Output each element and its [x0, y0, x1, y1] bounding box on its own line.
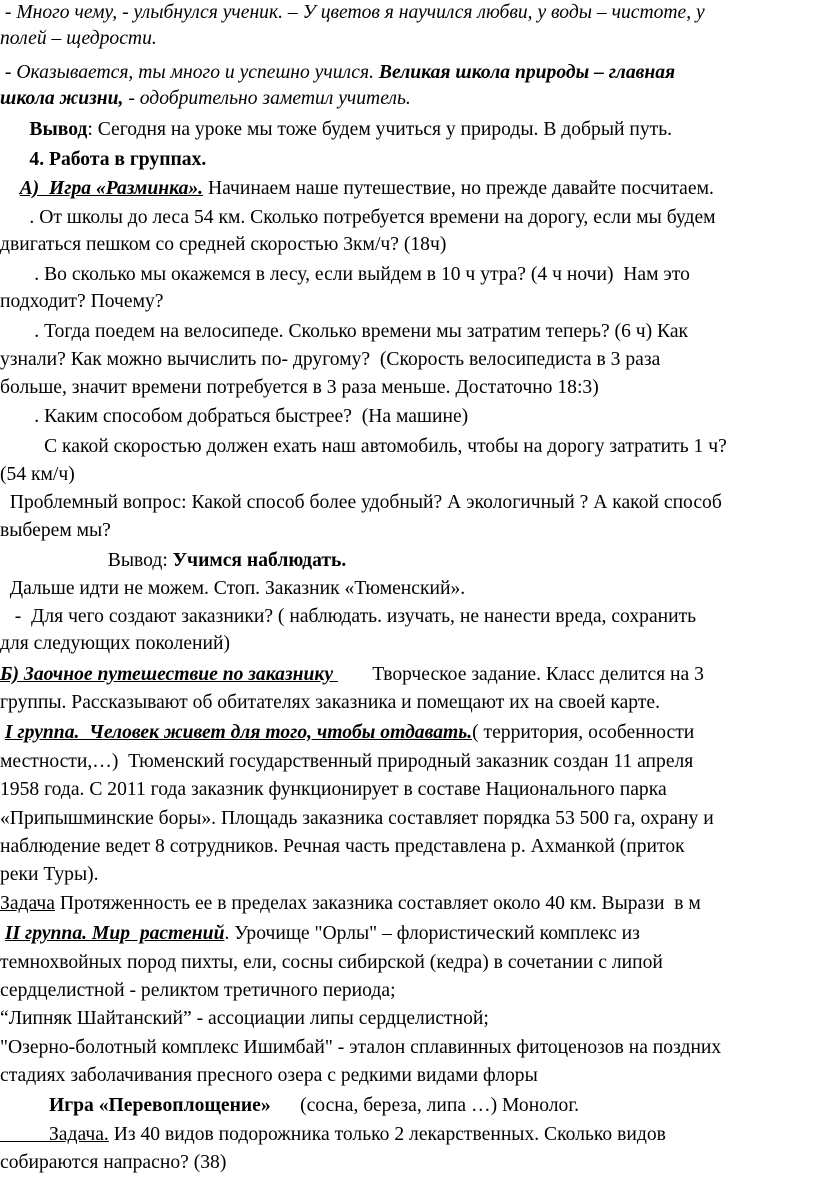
group-heading	[0, 720, 694, 746]
text-line	[0, 1063, 538, 1089]
text-run: Протяженность ее в пределах заказника составляет около 40 км. Вырази в м	[54, 893, 701, 914]
text-run: Начинаем наше путешествие, но прежде давайте посчитаем.	[203, 178, 714, 199]
text-line	[0, 1006, 489, 1032]
text-run: “Липняк Шайтанский” - ассоциации липы сердцелистной;	[0, 1008, 489, 1029]
text-run: Учимся наблюдать.	[172, 550, 347, 571]
text-run: для следующих поколений)	[0, 633, 231, 654]
text-run	[0, 1095, 49, 1116]
conclusion-line	[0, 548, 346, 574]
text-line	[0, 631, 230, 657]
text-run: Проблемный вопрос: Какой способ более удобный? А экологичный ? А какой способ	[0, 492, 722, 513]
text-line	[0, 262, 690, 288]
text-run: - Много чему, - улыбнулся ученик. – У цветов я научился любви, у воды – чистоте, у	[0, 2, 705, 23]
game-line	[0, 1093, 579, 1119]
text-line	[0, 462, 75, 488]
text-run: реки Туры).	[0, 864, 99, 885]
text-line	[0, 777, 667, 803]
text-run: Дальше идти не можем. Стоп. Заказник «Тюменский».	[0, 578, 466, 599]
text-line	[0, 1150, 226, 1176]
text-run: . Урочище "Орлы" – флористический комплекс из	[224, 923, 640, 944]
text-run: «Припышминские боры». Площадь заказника составляет порядка 53 500 га, охрану и	[0, 808, 714, 829]
text-run: подходит? Почему?	[0, 291, 164, 312]
conclusion-line	[0, 117, 672, 143]
text-line	[0, 232, 446, 258]
text-run: I группа. Человек живет для того, чтобы отдавать.	[4, 722, 473, 743]
text-run: - одобрительно заметил учитель.	[123, 88, 411, 109]
text-line	[0, 375, 599, 401]
text-run: Вывод:	[0, 550, 173, 571]
text-run: собираются напрасно? (38)	[0, 1152, 227, 1173]
text-run: Б) Заочное путешествие по заказнику	[0, 664, 338, 685]
text-run: ( территория, особенности	[472, 722, 695, 743]
text-line	[0, 690, 660, 716]
text-line	[0, 576, 465, 602]
text-line	[0, 604, 696, 630]
text-run	[0, 119, 29, 140]
text-run: Творческое задание. Класс делится на 3	[337, 664, 704, 685]
text-line	[0, 347, 660, 373]
text-run: Игра «Перевоплощение»	[48, 1095, 271, 1116]
text-run: - Оказывается, ты много и успешно учился.	[0, 62, 379, 83]
text-run: полей – щедрости.	[0, 28, 157, 49]
text-run: . Тогда поедем на велосипеде. Сколько времени мы затратим теперь? (6 ч) Как	[0, 321, 689, 342]
text-run: . Каким способом добраться быстрее? (На машине)	[0, 406, 469, 427]
text-run: наблюдение ведет 8 сотрудников. Речная часть представлена р. Ахманкой (приток	[0, 836, 685, 857]
section-heading	[0, 147, 206, 173]
text-run: А) Игра «Разминка».	[19, 178, 204, 199]
text-run: . От школы до леса 54 км. Сколько потребуется времени на дорогу, если мы будем	[0, 207, 716, 228]
text-line	[0, 490, 722, 516]
text-line	[0, 86, 411, 112]
text-run: (сосна, береза, липа …) Монолог.	[270, 1095, 580, 1116]
text-run: "Озерно-болотный комплекс Ишимбай" - эталон сплавинных фитоценозов на поздних	[0, 1037, 722, 1058]
text-run: Из 40 видов подорожника только 2 лекарственных. Сколько видов	[108, 1124, 666, 1145]
text-line	[0, 319, 688, 345]
text-run	[0, 178, 20, 199]
text-line	[0, 60, 675, 86]
text-line	[0, 289, 163, 315]
text-run: (54 км/ч)	[0, 464, 75, 485]
text-run: темнохвойных пород пихты, ели, сосны сибирской (кедра) в сочетании с липой	[0, 952, 663, 973]
text-run: сердцелистной - реликтом третичного периода;	[0, 980, 396, 1001]
text-line	[0, 518, 111, 544]
group-heading	[0, 921, 640, 947]
text-run: 4. Работа в группах.	[29, 149, 207, 170]
text-line	[0, 205, 716, 231]
text-run: II группа. Мир растений	[4, 923, 225, 944]
text-line	[0, 26, 157, 52]
text-line	[0, 404, 468, 430]
text-run: выберем мы?	[0, 520, 111, 541]
text-run: С какой скоростью должен ехать наш автомобиль, чтобы на дорогу затратить 1 ч?	[0, 436, 727, 457]
text-line	[0, 749, 693, 775]
text-run: : Сегодня на уроке мы тоже будем учиться у природы. В добрый путь.	[87, 119, 673, 140]
text-run: - Для чего создают заказники? ( наблюдать. изучать, не нанести вреда, сохранить	[0, 606, 697, 627]
task-line	[0, 891, 701, 917]
text-run: больше, значит времени потребуется в 3 раза меньше. Достаточно 18:3)	[0, 377, 599, 398]
text-run: Вывод	[29, 119, 88, 140]
text-run: . Во сколько мы окажемся в лесу, если выйдем в 10 ч утра? (4 ч ночи) Нам это	[0, 264, 690, 285]
text-line	[0, 950, 663, 976]
text-run: группы. Рассказывают об обитателях заказника и помещают их на своей карте.	[0, 692, 661, 713]
text-line	[0, 978, 396, 1004]
text-line	[0, 1035, 721, 1061]
text-line	[0, 862, 99, 888]
text-line	[0, 834, 685, 860]
text-run: Задача.	[0, 1124, 109, 1145]
text-run: школа жизни,	[0, 88, 124, 109]
text-run: местности,…) Тюменский государственный природный заказник создан 11 апреля	[0, 751, 694, 772]
text-run: 1958 года. С 2011 года заказник функционирует в составе Национального парка	[0, 779, 667, 800]
text-run: стадиях заболачивания пресного озера с редкими видами флоры	[0, 1065, 538, 1086]
subsection-heading	[0, 176, 714, 202]
text-run: Задача	[0, 893, 55, 914]
text-run	[0, 149, 29, 170]
text-line	[0, 0, 705, 26]
text-line	[0, 806, 714, 832]
text-run: двигаться пешком со средней скоростью 3км/ч? (18ч)	[0, 234, 447, 255]
subsection-heading	[0, 662, 704, 688]
task-line	[0, 1122, 666, 1148]
text-run: узнали? Как можно вычислить по- другому? (Скорость велосипедиста в 3 раза	[0, 349, 661, 370]
text-run: Великая школа природы – главная	[378, 62, 676, 83]
text-line	[0, 434, 727, 460]
